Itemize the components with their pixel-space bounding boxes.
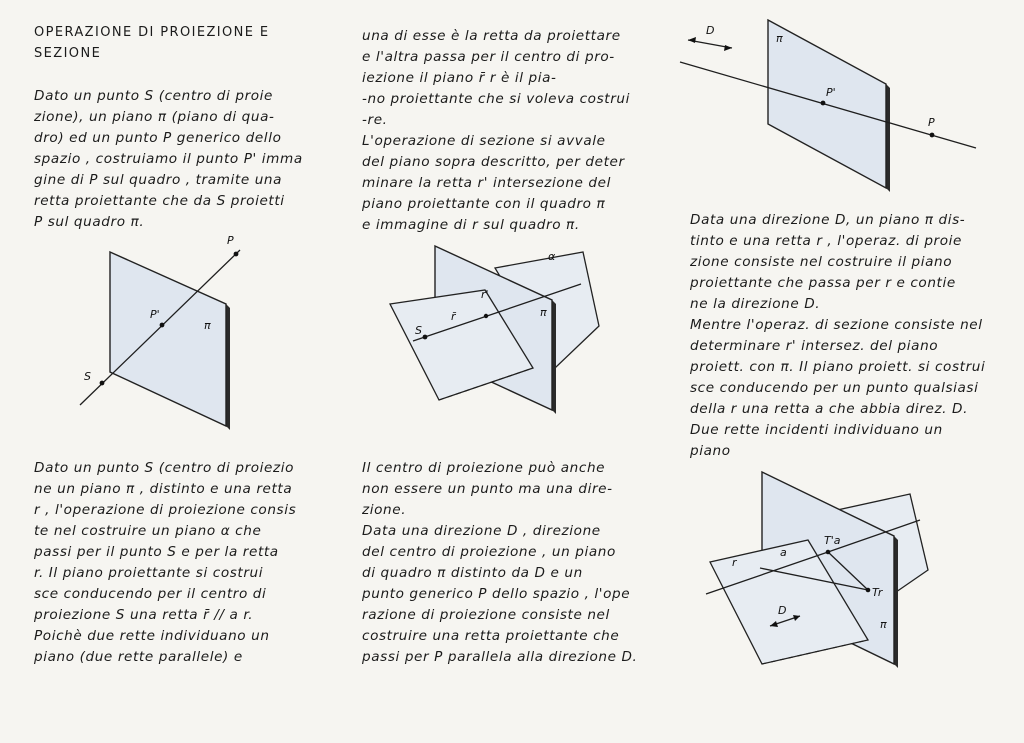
col3-paragraph: Data una direzione D, un piano π dis- tinto e una retta r , l'operaz. di proie zione consiste nel costruire il piano proiettante che passa per r e contie ne la direzione D. Mentre l'operaz. di sezione consiste nel determinare r' intersez. del piano proiett. con π. Il piano proiett. si costrui sce conducendo per un punto qualsiasi della r una retta a che abbia direz. D. Due rette incidenti individuano un piano: [690, 212, 986, 459]
point-r-prime: [484, 314, 488, 318]
label-S: S: [415, 324, 422, 337]
label-a: a: [780, 546, 787, 559]
figure-direction-projection: [680, 20, 980, 180]
label-alpha: α: [548, 250, 556, 263]
col1-paragraph-2: Dato un punto S (centro di proiezio ne un piano π , distinto e una retta r , l'operazione di proiezione consis te nel costruire un piano α che passi per il punto S e per la retta r. Il piano proiettante si costrui sce conducendo per il centro di proiezione S una retta r̄ // a r. Poichè due rette individuano un piano (due rette parallele) e: [34, 460, 297, 665]
point-S: [100, 381, 105, 386]
point-Ta: [826, 550, 831, 555]
figure-line-direction-projection: [700, 470, 1000, 680]
point-P-image: [821, 101, 826, 106]
label-Tr: Tr: [872, 586, 883, 599]
label-pi: π: [204, 319, 211, 332]
label-P-image: P': [826, 86, 836, 99]
label-P-image: P': [150, 308, 160, 321]
label-D: D: [778, 604, 787, 617]
label-r-bar: r̄: [451, 310, 456, 323]
point-Tr: [866, 588, 871, 593]
label-Ta: T'a: [824, 534, 841, 547]
label-P: P: [227, 234, 234, 247]
label-r-prime: r': [481, 288, 489, 301]
col2-paragraph-2: Il centro di proiezione può anche non essere un punto ma una dire- zione. Data una direzione D , direzione del centro di proiezione , un piano di quadro π distinto da D e un punto generico P dello spazio , l'ope razione di proiezione consiste nel costruire una retta proiettante che passi per P parallela alla direzione D.: [362, 460, 638, 665]
label-r: r: [732, 556, 737, 569]
label-pi: π: [880, 618, 887, 631]
point-P: [930, 133, 935, 138]
col2-paragraph-1: una di esse è la retta da proiettare e l'altra passa per il centro di pro- iezione il piano r̄ r è il pia- -no proiettante che si voleva costrui -re. L'operazione di sezione si avvale del piano sopra descritto, per deter minare la retta r' intersezione del piano proiettante con il quadro π e immagine di r sul quadro π.: [362, 28, 630, 233]
point-P-image: [160, 323, 165, 328]
label-D: D: [706, 24, 715, 37]
picture-plane-pi: [768, 20, 886, 188]
figure-point-projection: [70, 230, 260, 430]
label-S: S: [84, 370, 91, 383]
label-pi: π: [776, 32, 783, 45]
label-pi: π: [540, 306, 547, 319]
point-S: [423, 335, 428, 340]
page-title: OPERAZIONE DI PROIEZIONE E SEZIONE: [34, 25, 270, 61]
figure-line-projection: [385, 238, 625, 438]
picture-plane-pi: [110, 252, 226, 426]
point-P: [234, 252, 239, 257]
label-P: P: [928, 116, 935, 129]
col1-paragraph-1: Dato un punto S (centro di proie zione), un piano π (piano di qua- dro) ed un punto P generico dello spazio , costruiamo il punto P' imma gine di P sul quadro , tramite una retta proiettante che da S proietti P sul quadro π.: [34, 88, 303, 230]
